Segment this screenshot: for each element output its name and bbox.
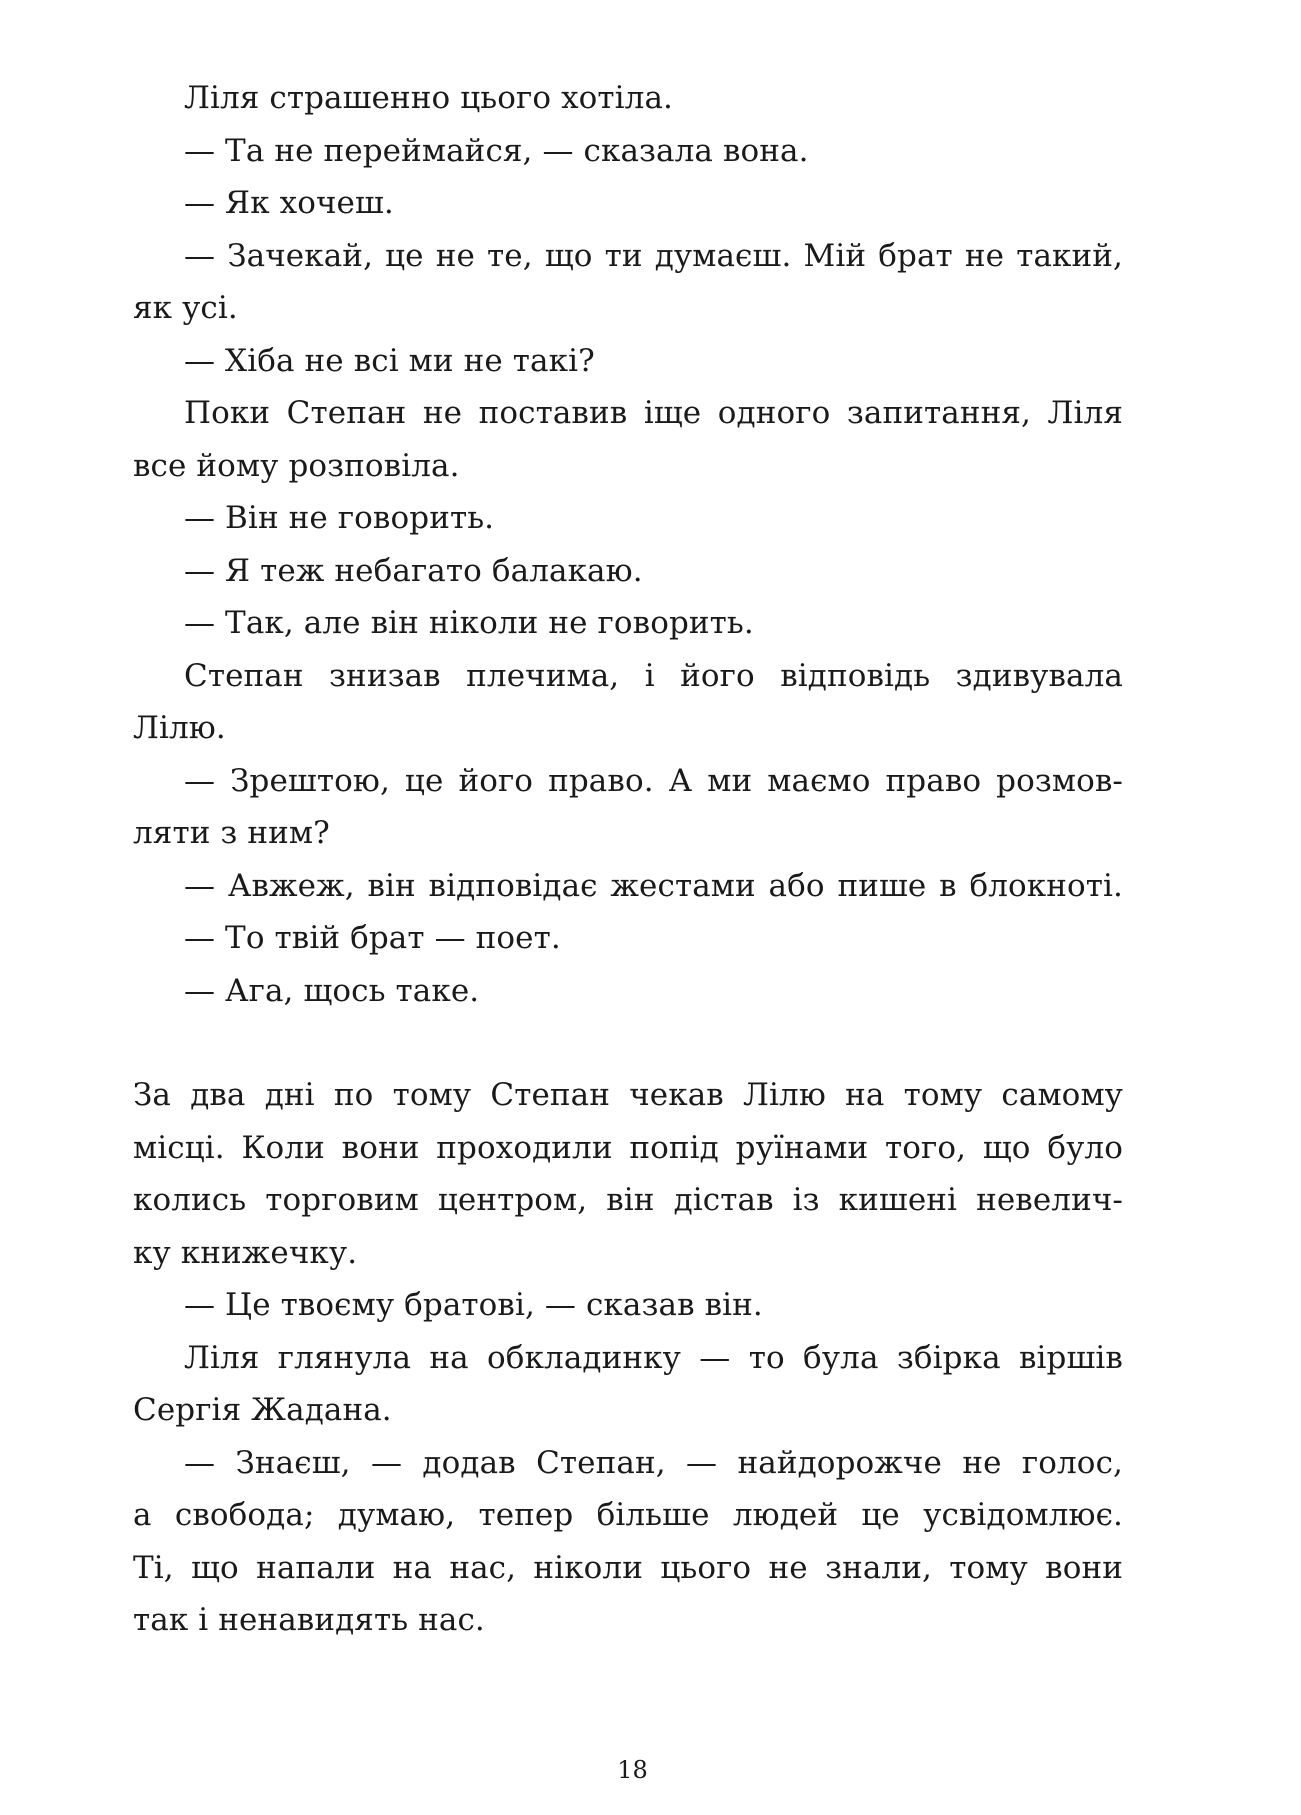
text-line: все йому розповіла.	[133, 447, 460, 484]
page-number: 18	[617, 1756, 648, 1784]
text-line: — Авжеж, він відповідає жестами або пише в блокноті.	[184, 867, 1123, 904]
text-line: — Зрештою, це його право. А ми маємо право розмов-	[184, 762, 1123, 799]
text-line: — Це твоєму братові, — сказав він.	[184, 1287, 763, 1323]
text-line: — Я теж небагато балакаю.	[184, 552, 643, 589]
text-line: — Зачекай, це не те, що ти думаєш. Мій брат не такий,	[184, 237, 1123, 274]
text-line: За два дні по тому Степан чекав Лілю на тому самому	[133, 1077, 1123, 1113]
text-line: — Хіба не всі ми не такі?	[184, 342, 595, 379]
text-line: а свобода; думаю, тепер більше людей це усвідомлює.	[133, 1497, 1123, 1533]
text-line: — Та не переймайся, — сказала вона.	[184, 132, 809, 169]
text-line: Степан знизав плечима, і його відповідь здивувала	[184, 657, 1123, 694]
text-line: колись торговим центром, він дістав із кишені невелич-	[133, 1182, 1123, 1218]
text-line: — То твій брат — поет.	[184, 920, 561, 956]
text-line: Поки Степан не поставив іще одного запитання, Ліля	[184, 395, 1123, 431]
text-line: Ті, що напали на нас, ніколи цього не знали, тому вони	[133, 1549, 1123, 1586]
text-line: ляти з ним?	[133, 815, 330, 851]
text-line: Лілю.	[133, 710, 226, 746]
text-line: ку книжечку.	[133, 1234, 358, 1271]
text-line: як усі.	[133, 290, 238, 326]
text-line: — Ага, щось таке.	[184, 972, 480, 1009]
text-line: місці. Коли вони проходили попід руїнами того, що було	[133, 1129, 1123, 1166]
text-line: так і ненавидять нас.	[133, 1602, 485, 1638]
text-line: — Він не говорить.	[184, 500, 495, 536]
text-line: Сергія Жадана.	[133, 1392, 392, 1428]
text-line: — Так, але він ніколи не говорить.	[184, 605, 754, 641]
page-body-text	[133, 72, 1123, 1647]
text-line: Ліля страшенно цього хотіла.	[184, 80, 674, 116]
text-line: — Знаєш, — додав Степан, — найдорожче не голос,	[184, 1444, 1123, 1481]
text-line: Ліля глянула на обкладинку — то була збірка віршів	[184, 1339, 1123, 1376]
text-line: — Як хочеш.	[184, 185, 394, 221]
